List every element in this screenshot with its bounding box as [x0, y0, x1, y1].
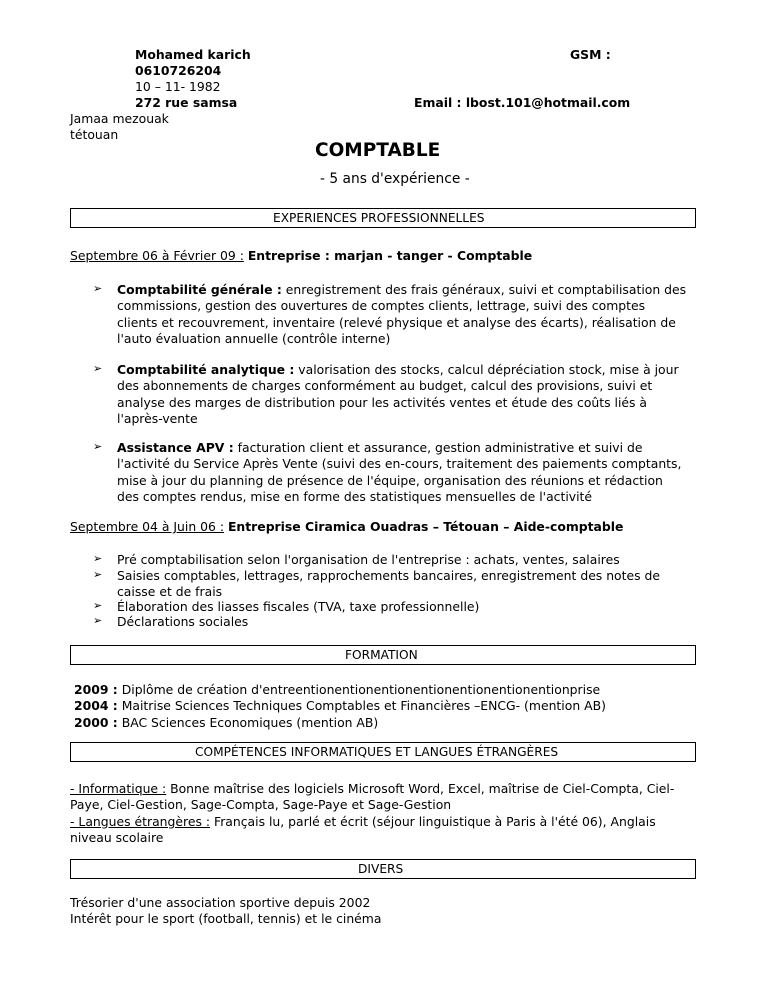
section-formation-title: FORMATION [345, 648, 418, 662]
address-city: tétouan [70, 127, 119, 142]
section-divers [70, 859, 696, 879]
formation-item: 2000 : BAC Sciences Economiques (mention AB) [74, 714, 379, 730]
arrow-bullet-icon: ➢ [93, 614, 103, 627]
arrow-bullet-icon: ➢ [93, 552, 103, 565]
competences-block: - Informatique : Bonne maîtrise des logiciels Microsoft Word, Excel, maîtrise de Ciel-Compta, Ciel- Paye, Ciel-Gestion, Sage-Compta, Sage-Paye et Sage-Gestion - Langues étrangères : Français lu, parlé et écrit (séjour linguistique à Paris à l'été 06), Anglais niveau scolaire [70, 781, 675, 845]
email: Email : lbost.101@hotmail.com [414, 95, 631, 110]
formation-item: 2004 : Maitrise Sciences Techniques Comptables et Financières –ENCG- (mention AB) [74, 698, 606, 714]
address-district: Jamaa mezouak [70, 111, 169, 126]
divers-item: Trésorier d'une association sportive depuis 2002 [70, 895, 371, 910]
section-divers-title: DIVERS [358, 862, 404, 876]
section-experiences-title: EXPERIENCES PROFESSIONNELLES [273, 211, 485, 225]
arrow-bullet-icon: ➢ [93, 440, 103, 453]
job1-header [70, 248, 532, 264]
competence-langues: - Langues étrangères : Français lu, parlé et écrit (séjour linguistique à Paris à l'été 06), Anglais [70, 813, 656, 829]
job2-company: Entreprise Ciramica Ouadras – Tétouan – Aide-comptable [227, 519, 624, 534]
job1-period: Septembre 06 à Février 09 : [70, 248, 244, 263]
job-title: COMPTABLE [315, 140, 441, 161]
divers-item: Intérêt pour le sport (football, tennis) et le cinéma [70, 911, 382, 927]
gsm-label: GSM : [570, 47, 611, 62]
arrow-bullet-icon: ➢ [93, 599, 103, 612]
arrow-bullet-icon: ➢ [93, 282, 103, 295]
job2-header [70, 519, 623, 535]
arrow-bullet-icon: ➢ [93, 362, 103, 375]
phone: 0610726204 [135, 63, 222, 78]
arrow-bullet-icon: ➢ [93, 568, 103, 581]
birthdate: 10 – 11- 1982 [135, 79, 221, 94]
section-experiences [70, 208, 696, 228]
section-competences-title: COMPÉTENCES INFORMATIQUES ET LANGUES ÉTRANGÈRES [195, 745, 559, 759]
divers-list [70, 895, 381, 928]
formation-list [74, 682, 606, 731]
name: Mohamed karich [135, 47, 251, 62]
competence-informatique: - Informatique : Bonne maîtrise des logiciels Microsoft Word, Excel, maîtrise de Ciel-Compta, Ciel- [70, 781, 675, 796]
address-street: 272 rue samsa [135, 95, 238, 110]
experience-subtitle: - 5 ans d'expérience - [320, 171, 470, 187]
section-competences [70, 742, 696, 762]
job1-company: Entreprise : marjan - tanger - Comptable [247, 248, 533, 263]
section-formation [70, 645, 696, 665]
job2-period: Septembre 04 à Juin 06 : [70, 519, 225, 534]
formation-item: 2009 : Diplôme de création d'entreentionentionentionentionentionentionentionprise [74, 682, 601, 697]
